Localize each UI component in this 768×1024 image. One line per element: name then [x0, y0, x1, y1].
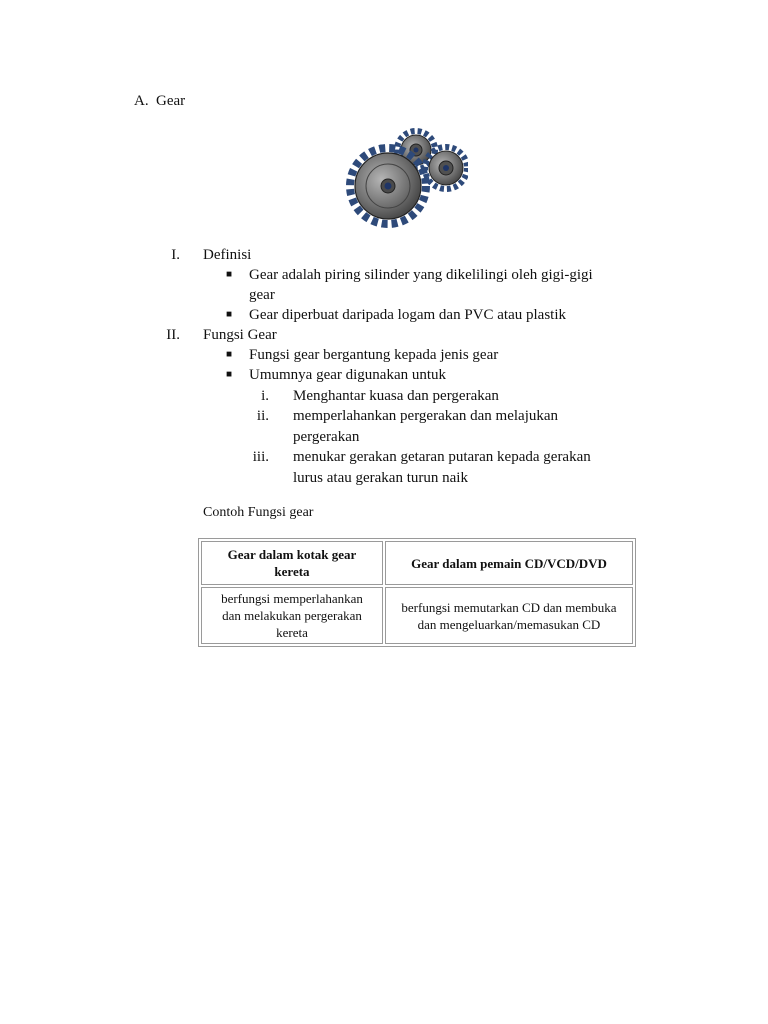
table-row [201, 587, 633, 644]
example-table [198, 538, 636, 647]
gears-icon [344, 128, 468, 228]
heading-marker: A. [134, 93, 149, 109]
table-caption: Contoh Fungsi gear [203, 505, 314, 520]
roman-number: i. [261, 388, 269, 404]
list-item: ■ Umumnya gear digunakan untuk [226, 367, 447, 383]
bullet-icon: ■ [226, 309, 233, 320]
list-item: i. Menghantar kuasa dan pergerakan [293, 386, 638, 407]
section-title: Fungsi Gear [203, 327, 277, 343]
section-heading [134, 93, 185, 110]
list-item: ■ Gear diperbuat daripada logam dan PVC atau plastik [226, 307, 566, 323]
section-number: I. [171, 247, 180, 263]
bullet-icon: ■ [226, 269, 233, 280]
bullet-icon: ■ [226, 349, 233, 360]
section-number: II. [166, 327, 180, 343]
heading-title: Gear [156, 93, 186, 109]
list-item: ■ Gear adalah piring silinder yang dikelilingi oleh gigi-gigi gear [226, 267, 593, 303]
list-item: iii. menukar gerakan getaran putaran kepada gerakan lurus atau gerakan turun naik [293, 447, 638, 488]
right-gear [425, 147, 467, 189]
list-item: ii. memperlahankan pergerakan dan melajukan pergerakan [293, 406, 638, 447]
table-header-cell: Gear dalam kotak gear kereta [201, 541, 383, 585]
table-cell: berfungsi memperlahankan dan melakukan pergerakan kereta [201, 587, 383, 644]
roman-number: iii. [252, 449, 269, 465]
list-item: ■ Fungsi gear bergantung kepada jenis gear [226, 347, 499, 363]
table-header-row [201, 541, 633, 585]
roman-number: ii. [256, 408, 269, 424]
bullet-icon: ■ [226, 369, 233, 380]
table-cell: berfungsi memutarkan CD dan membuka dan mengeluarkan/memasukan CD [385, 587, 633, 644]
table-header-cell: Gear dalam pemain CD/VCD/DVD [385, 541, 633, 585]
section-title: Definisi [203, 247, 252, 263]
